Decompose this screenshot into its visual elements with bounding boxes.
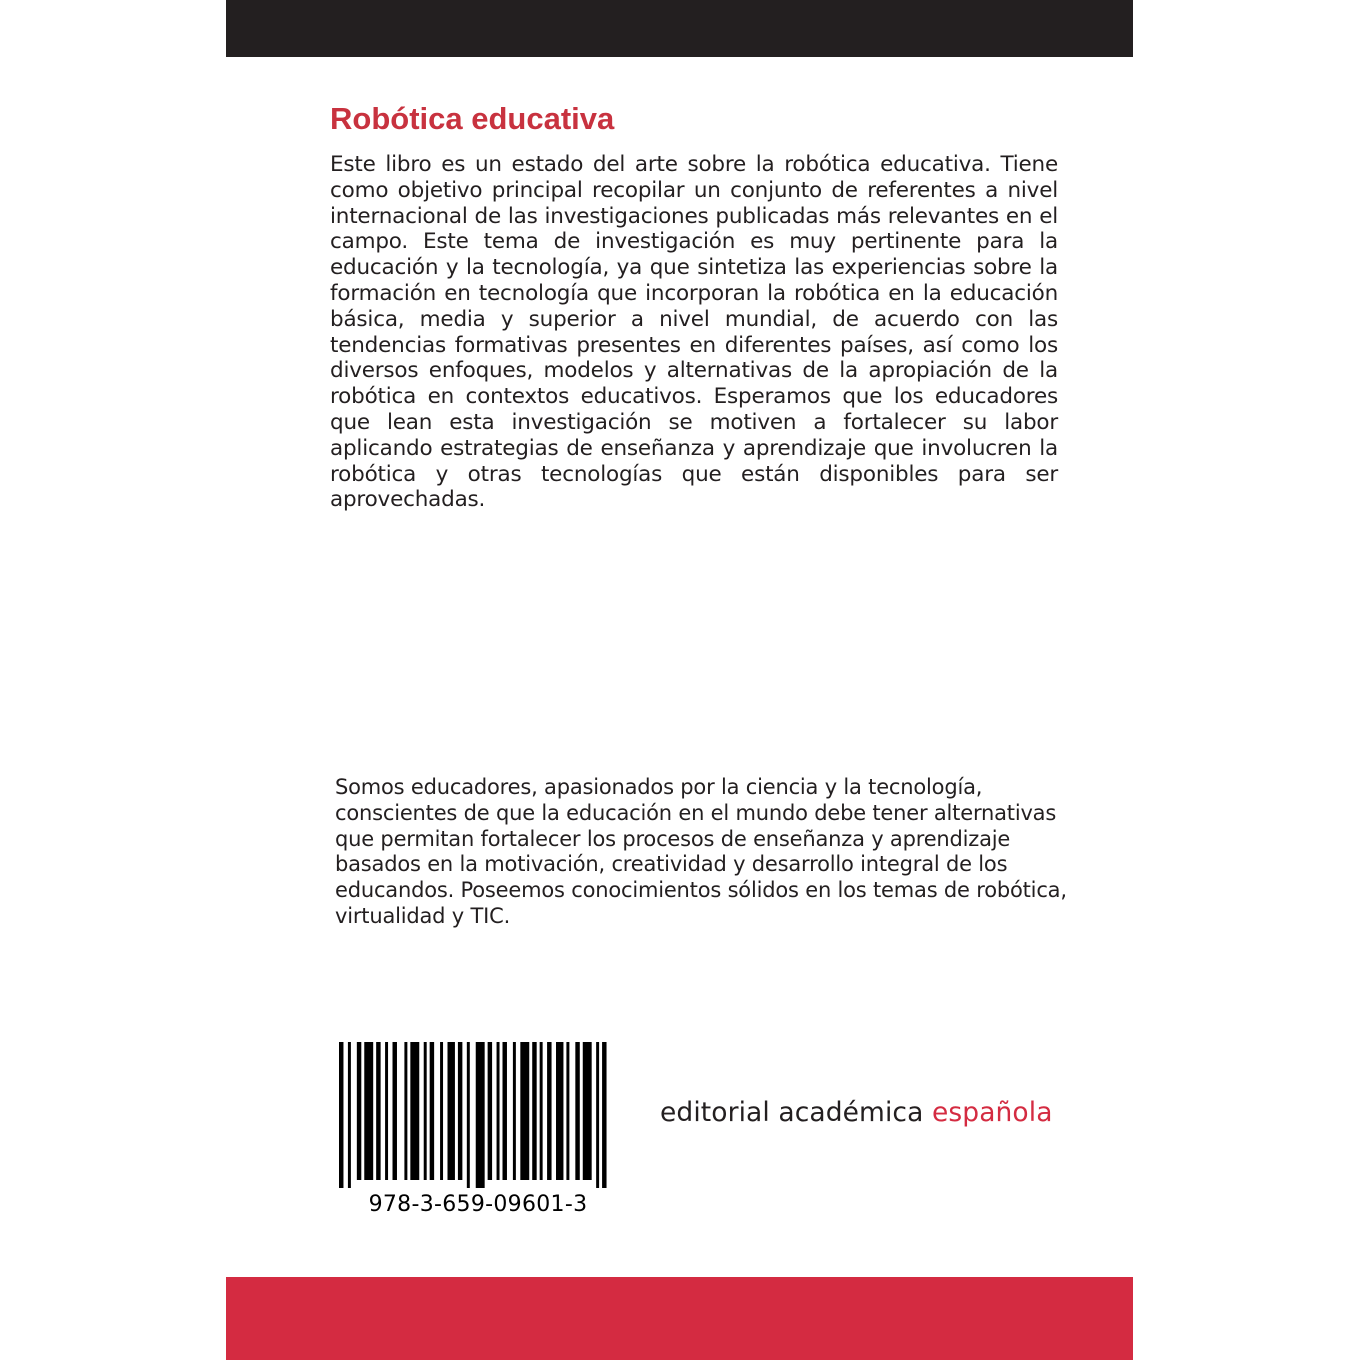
- barcode-bar: [596, 1042, 599, 1188]
- barcode-bar: [404, 1042, 407, 1180]
- barcode-icon: [339, 1042, 611, 1188]
- author-bio-line: que permitan fortalecer los procesos de enseñanza y aprendizaje: [335, 826, 1011, 851]
- author-bio-line: basados en la motivación, creatividad y desarrollo integral de los: [335, 852, 1008, 877]
- barcode-bar: [583, 1042, 592, 1180]
- barcode-bar: [458, 1042, 462, 1180]
- publisher-name-accent: española: [931, 1097, 1053, 1128]
- barcode-bar: [393, 1042, 397, 1180]
- barcode-bar: [556, 1042, 563, 1180]
- top-color-band: [226, 0, 1133, 57]
- publisher-logo: [660, 1093, 1053, 1133]
- barcode-bar: [357, 1042, 361, 1180]
- barcode-bar: [410, 1042, 419, 1180]
- barcode-bar: [575, 1042, 579, 1180]
- barcode-bar: [602, 1042, 606, 1188]
- author-bio-line: Somos educadores, apasionados por la ciencia y la tecnología,: [335, 775, 983, 799]
- barcode-bar: [503, 1042, 507, 1180]
- book-title: Robótica educativa: [330, 101, 615, 136]
- barcode-bar: [339, 1042, 343, 1188]
- barcode-bar: [520, 1042, 529, 1180]
- barcode: [333, 1040, 623, 1225]
- publisher-name-part: editorial académica: [660, 1097, 932, 1128]
- barcode-bar: [364, 1042, 373, 1180]
- bottom-color-band: [226, 1277, 1133, 1360]
- barcode-bar: [566, 1042, 569, 1180]
- book-description: Este libro es un estado del arte sobre la robótica educativa. Tiene como objetivo principal recopilar un conjunto de referentes a nivel internacional de las investigaciones publicadas más relevantes en el campo. Este tema de investigación es muy pertinente para la educación y la tecnología, ya que sintetiza las experiencias sobre la formación en tecnología que incorporan la robótica en la educación básica, media y superior a nivel mundial, de acuerdo con las tendencias formativas presentes en diferentes países, así como los diversos enfoques, modelos y alternativas de la apropiación de la robótica en contextos educativos. Esperamos que los educadores que lean esta investigación se motiven a fortalecer su labor aplicando estrategias de enseñanza y aprendizaje que involucren la robótica y otras tecnologías que están disponibles para ser aprovechadas.: [330, 152, 1058, 513]
- author-bio-line: virtualidad y TIC.: [335, 903, 511, 928]
- author-bio: [335, 775, 1075, 930]
- barcode-bar: [467, 1042, 470, 1188]
- barcode-bar: [497, 1042, 500, 1180]
- barcode-bar: [540, 1042, 543, 1180]
- author-bio-line: educandos. Poseemos conocimientos sólidos en los temas de robótica,: [335, 878, 1067, 903]
- isbn-number: 978-3-659-09601-3: [368, 1192, 588, 1217]
- barcode-bar: [385, 1042, 388, 1180]
- author-bio-line: conscientes de que la educación en el mundo debe tener alternativas: [335, 800, 1057, 825]
- book-back-cover: [226, 0, 1133, 1360]
- barcode-bar: [376, 1042, 380, 1180]
- barcode-bar: [440, 1042, 443, 1180]
- barcode-bar: [448, 1042, 455, 1180]
- barcode-bar: [547, 1042, 551, 1180]
- barcode-bar: [488, 1042, 492, 1180]
- barcode-bar: [476, 1042, 485, 1188]
- barcode-bar: [348, 1042, 351, 1188]
- barcode-bar: [430, 1042, 434, 1180]
- barcode-bar: [513, 1042, 516, 1180]
- barcode-bar: [424, 1042, 427, 1180]
- barcode-bar: [532, 1042, 536, 1180]
